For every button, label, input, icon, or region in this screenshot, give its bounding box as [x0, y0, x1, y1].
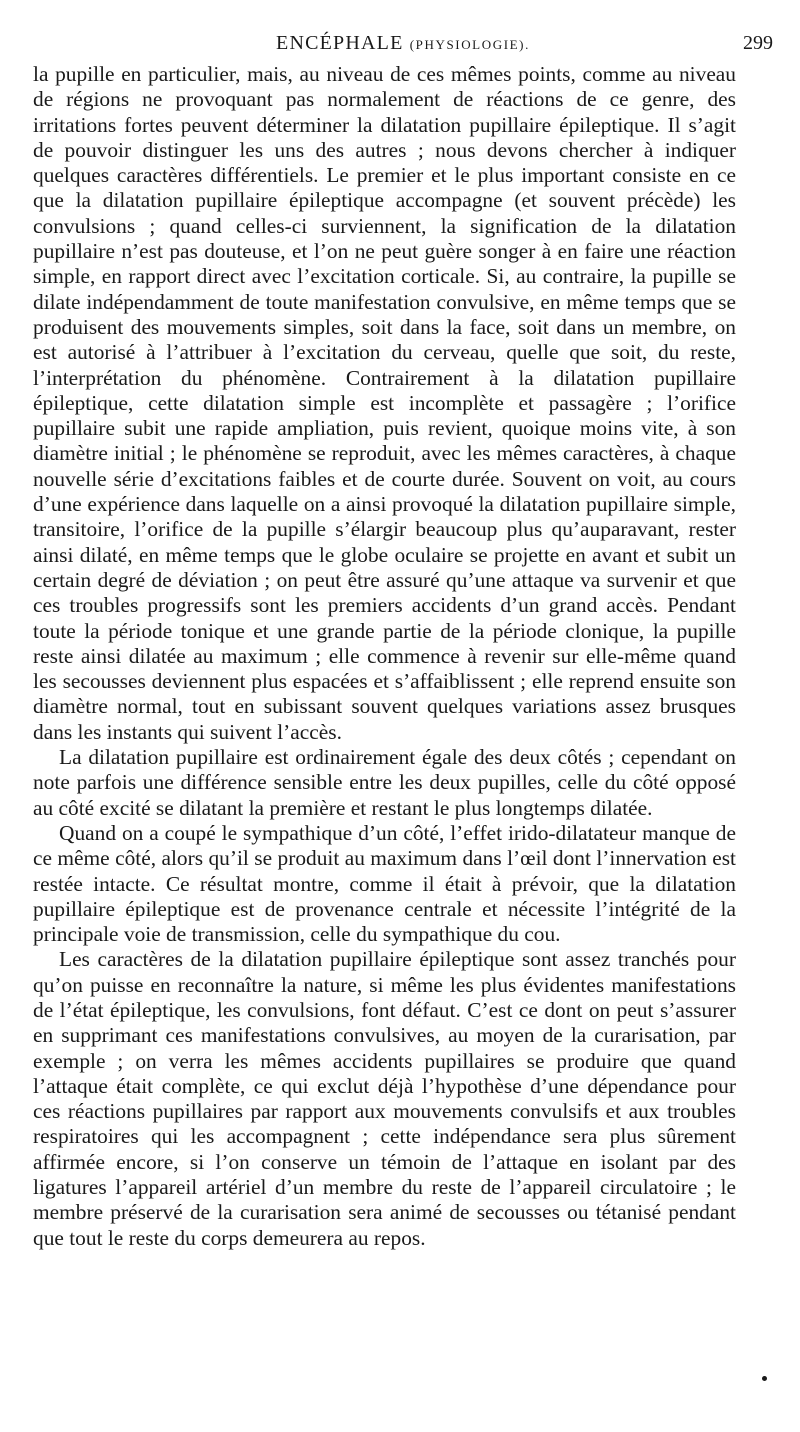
- paragraph-2: La dilatation pupillaire est ordinairement égale des deux côtés ; cependant on note parfois une différence sensible entre les deux pupilles, celle du côté opposé au côté excité se dilatant la première et restant le plus longtemps dilatée.: [33, 745, 736, 820]
- print-mark: [762, 1376, 767, 1381]
- running-head-title: [33, 30, 773, 58]
- page-number: 299: [743, 32, 773, 54]
- running-head: [33, 30, 773, 56]
- body-text: [33, 62, 736, 1251]
- paragraph-3: Quand on a coupé le sympathique d’un côté, l’effet irido-dilatateur manque de ce même côté, alors qu’il se produit au maximum dans l’œil dont l’innervation est restée intacte. Ce résultat montre, comme il était à prévoir, que la dilatation pupillaire épileptique est de provenance centrale et nécessite l’intégrité de la principale voie de transmission, celle du sympathique du cou.: [33, 820, 736, 947]
- paragraph-1: la pupille en particulier, mais, au niveau de ces mêmes points, comme au niveau de régions ne provoquant pas normalement de réactions de ce genre, des irritations fortes peuvent déterminer la dilatation pupillaire épileptique. Il s’agit de pouvoir distinguer les uns des autres ; nous devons chercher à indiquer quelques caractères différentiels. Le premier et le plus important consiste en ce que la dilatation pupillaire épileptique accompagne (et souvent précède) les convulsions ; quand celles-ci surviennent, la signification de la dilatation pupillaire n’est pas douteuse, et l’on ne peut guère songer à en faire une réaction simple, en rapport direct avec l’excitation corticale. Si, au contraire, la pupille se dilate indépendamment de toute manifestation convulsive, en même temps que se produisent des mouvements simples, soit dans la face, soit dans un membre, on est autorisé à l’attribuer à l’excitation du cerveau, quelle que soit, du reste, l’interprétation du phénomène. Contrairement à la dilatation pupillaire épileptique, cette dilatation simple est incomplète et passagère ; l’orifice pupillaire subit une rapide ampliation, puis revient, quoique moins vite, à son diamètre initial ; le phénomène se reproduit, avec les mêmes caractères, à chaque nouvelle série d’excitations faibles et de courte durée. Souvent on voit, au cours d’une expérience dans laquelle on a ainsi provoqué la dilatation pupillaire simple, transitoire, l’orifice de la pupille s’élargir beaucoup plus qu’auparavant, rester ainsi dilaté, en même temps que le globe oculaire se projette en avant et subit un certain degré de déviation ; on peut être assuré qu’une attaque va survenir et que ces troubles progressifs sont les premiers accidents d’un grand accès. Pendant toute la période tonique et une grande partie de la période clonique, la pupille reste ainsi dilatée au maximum ; elle commence à revenir sur elle-même quand les secousses deviennent plus espacées et s’affaiblissent ; elle reprend ensuite son diamètre normal, tout en subissant souvent quelques variations assez brusques dans les instants qui suivent l’accès.: [33, 62, 736, 744]
- paragraph-4: Les caractères de la dilatation pupillaire épileptique sont assez tranchés pour qu’on puisse en reconnaître la nature, si même les plus évidentes manifestations de l’état épileptique, les convulsions, font défaut. C’est ce dont on peut s’assurer en supprimant ces manifestations convulsives, au moyen de la curarisation, par exemple ; on verra les mêmes accidents pupillaires se produire que quand l’attaque était complète, ce qui exclut déjà l’hypothèse d’une dépendance pour ces réactions pupillaires par rapport aux mouvements convulsifs et aux troubles respiratoires qui les accompagnent ; cette indépendance sera plus sûrement affirmée encore, si l’on conserve un témoin de l’attaque en isolant par des ligatures l’appareil artériel d’un membre du reste de l’appareil circulatoire ; le membre préservé de la curarisation sera animé de secousses ou tétanisé pendant que tout le reste du corps demeurera au repos.: [33, 947, 736, 1250]
- running-head-subtitle: (PHYSIOLOGIE).: [409, 37, 530, 52]
- running-head-main: ENCÉPHALE: [276, 32, 404, 54]
